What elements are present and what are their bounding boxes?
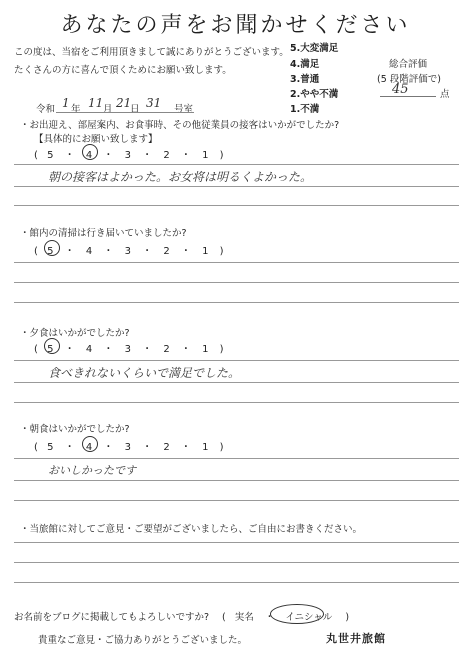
scale-4[interactable]: 4 (85, 442, 93, 453)
scale-4[interactable]: 4 (85, 246, 93, 257)
scale-dot: ・ (180, 246, 191, 257)
q3-selected-circle (44, 338, 60, 354)
blog-question: お名前をブログに掲載してもよろしいですか? (14, 612, 210, 623)
q5-question: ・当旅館に対してご意見・ご要望がございましたら、ご自由にお書きください。 (20, 524, 363, 535)
scale-dot: ・ (142, 344, 153, 355)
scale-close: ) (219, 150, 224, 161)
scale-dot: ・ (103, 344, 114, 355)
overall-sub: (5 段階評価で) (377, 74, 441, 85)
overall-score-unit: 点 (440, 89, 450, 100)
inn-signature: 丸世井旅館 (326, 632, 386, 645)
scale-2[interactable]: 2 (163, 150, 170, 161)
q1-line-3 (14, 205, 459, 206)
scale-1[interactable]: 1 (202, 150, 209, 161)
q1-question: ・お出迎え、部屋案内、お食事時、その他従業員の接客はいかがでしたか? (20, 120, 340, 131)
q4-line-3 (14, 500, 459, 501)
scale-5[interactable]: 5 (47, 150, 54, 161)
legend-item-3: 3.普通 (290, 74, 320, 85)
blog-selected-circle (270, 604, 324, 624)
q2-question: ・館内の清掃は行き届いていましたか? (20, 228, 187, 239)
q1-line-2 (14, 186, 459, 187)
year-unit: 年 (71, 104, 81, 115)
q3-scale (34, 340, 224, 355)
scale-close: ) (219, 442, 224, 453)
scale-5[interactable]: 5 (47, 344, 54, 355)
day-value: 21 (116, 96, 132, 110)
q4-scale (34, 438, 224, 453)
intro-line-1: この度は、当宿をご利用頂きまして誠にありがとうございます。 (14, 47, 289, 58)
q5-line-2 (14, 562, 459, 563)
room-unit: 号室 (174, 104, 194, 115)
intro-line-2: たくさんの方に喜んで頂くためにお願い致します。 (14, 65, 232, 76)
q1-line-1 (14, 164, 459, 165)
scale-dot: ・ (142, 246, 153, 257)
scale-1[interactable]: 1 (202, 246, 209, 257)
scale-dot: ・ (64, 344, 75, 355)
scale-5[interactable]: 5 (47, 442, 54, 453)
month-unit: 月 (103, 104, 113, 115)
scale-2[interactable]: 2 (163, 246, 170, 257)
page-title: あなたの声をお聞かせください (60, 13, 411, 38)
scale-2[interactable]: 2 (163, 344, 170, 355)
era-label: 令和 (36, 104, 56, 115)
blog-option-initial[interactable]: イニシャル (285, 612, 333, 623)
q2-scale (34, 242, 224, 257)
scale-dot: ・ (180, 344, 191, 355)
scale-close: ) (219, 246, 224, 257)
blog-open: ( (222, 612, 226, 623)
scale-dot: ・ (103, 442, 114, 453)
scale-open: ( (34, 246, 38, 257)
q2-line-3 (14, 302, 459, 303)
header-fill-underline (56, 112, 194, 113)
scale-close: ) (219, 344, 224, 355)
q4-selected-circle (82, 436, 98, 452)
scale-1[interactable]: 1 (202, 442, 209, 453)
scale-3[interactable]: 3 (124, 442, 131, 453)
blog-option-real-name[interactable]: 実名 (234, 612, 254, 623)
score-underline (380, 96, 436, 97)
scale-dot: ・ (103, 150, 114, 161)
scale-4[interactable]: 4 (85, 344, 93, 355)
scale-dot: ・ (103, 246, 114, 257)
thanks-message: 貴重なご意見・ご協力ありがとうございました。 (38, 635, 248, 646)
scale-3[interactable]: 3 (124, 246, 131, 257)
q1-scale (34, 146, 224, 161)
legend-item-1: 1.不満 (290, 104, 320, 115)
day-unit: 日 (130, 104, 140, 115)
overall-score-value: 45 (392, 82, 409, 97)
scale-open: ( (34, 344, 38, 355)
legend-item-5: 5.大変満足 (290, 43, 339, 54)
scale-4[interactable]: 4 (85, 150, 93, 161)
scale-1[interactable]: 1 (202, 344, 209, 355)
q5-line-3 (14, 582, 459, 583)
scale-2[interactable]: 2 (163, 442, 170, 453)
q2-line-2 (14, 282, 459, 283)
q3-line-2 (14, 382, 459, 383)
q1-comment: 朝の接客はよかった。お女将は明るくよかった。 (48, 170, 313, 184)
q4-line-1 (14, 458, 459, 459)
scale-dot: ・ (180, 150, 191, 161)
q2-selected-circle (44, 240, 60, 256)
q2-line-1 (14, 262, 459, 263)
month-value: 11 (88, 96, 104, 110)
q3-line-3 (14, 402, 459, 403)
scale-dot: ・ (142, 150, 153, 161)
q4-question: ・朝食はいかがでしたか? (20, 424, 130, 435)
scale-dot: ・ (64, 442, 75, 453)
room-value: 31 (146, 96, 162, 110)
q1-bracket: 【具体的にお願い致します】 (34, 134, 158, 145)
overall-label: 総合評価 (389, 59, 428, 70)
year-value: 1 (62, 96, 70, 110)
legend-item-2: 2.やや不満 (290, 89, 339, 100)
scale-dot: ・ (64, 246, 75, 257)
legend-item-4: 4.満足 (290, 59, 320, 70)
scale-dot: ・ (180, 442, 191, 453)
scale-5[interactable]: 5 (47, 246, 54, 257)
q1-selected-circle (82, 144, 98, 160)
q3-comment: 食べきれないくらいで満足でした。 (48, 366, 241, 380)
blog-close: ) (345, 612, 350, 623)
scale-3[interactable]: 3 (124, 344, 131, 355)
q4-comment: おいしかったです (48, 464, 136, 477)
scale-3[interactable]: 3 (124, 150, 131, 161)
blog-dot: ・ (264, 612, 275, 623)
q3-question: ・夕食はいかがでしたか? (20, 328, 130, 339)
scale-open: ( (34, 150, 38, 161)
q3-line-1 (14, 360, 459, 361)
q4-line-2 (14, 480, 459, 481)
scale-open: ( (34, 442, 38, 453)
scale-dot: ・ (142, 442, 153, 453)
q5-line-1 (14, 542, 459, 543)
scale-dot: ・ (64, 150, 75, 161)
